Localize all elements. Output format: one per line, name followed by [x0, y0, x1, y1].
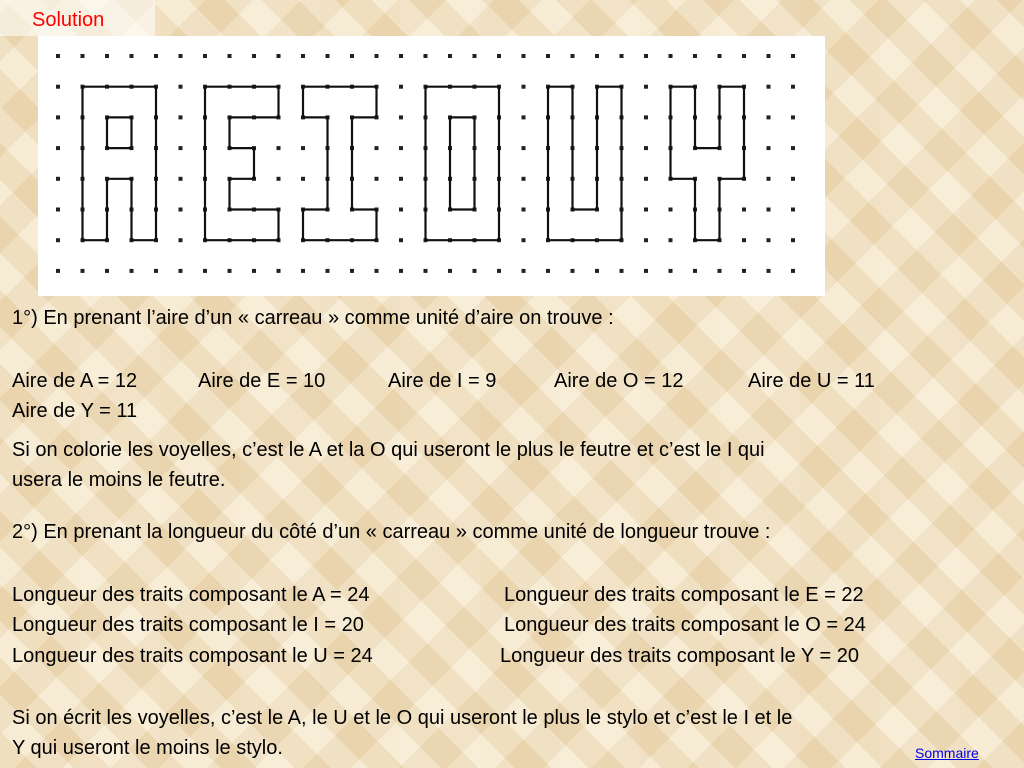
grid-dot — [522, 54, 526, 58]
grid-dot — [399, 115, 403, 119]
grid-dot — [326, 269, 330, 273]
grid-dot — [669, 54, 673, 58]
areas-line — [12, 366, 875, 396]
grid-dot — [791, 85, 795, 89]
grid-dot — [350, 269, 354, 273]
question-1-heading: 1°) En prenant l’aire d’un « carreau » comme unité d’aire on trouve : — [12, 307, 614, 329]
grid-dot — [399, 177, 403, 181]
grid-dot — [203, 269, 207, 273]
length-y: Longueur des traits composant le Y = 20 — [500, 645, 859, 667]
lengths-row-3 — [12, 641, 859, 671]
grid-dot — [399, 238, 403, 242]
grid-dot — [179, 146, 183, 150]
grid-dot — [767, 177, 771, 181]
grid-dot — [277, 269, 281, 273]
grid-dot — [693, 54, 697, 58]
grid-dot — [742, 269, 746, 273]
grid-dot — [644, 115, 648, 119]
grid-dot — [693, 269, 697, 273]
letter-o-hole — [450, 117, 475, 209]
grid-dot — [179, 177, 183, 181]
grid-dot — [571, 54, 575, 58]
grid-dot — [301, 177, 305, 181]
q2-conclusion-line1: Si on écrit les voyelles, c’est le A, le U et le O qui useront le plus le stylo et c’est le I et le — [12, 707, 793, 729]
grid-dot — [718, 269, 722, 273]
grid-dot — [497, 269, 501, 273]
grid-dot — [179, 85, 183, 89]
grid-dot — [791, 146, 795, 150]
grid-dot — [375, 146, 379, 150]
grid-dot — [522, 146, 526, 150]
grid-dot — [473, 54, 477, 58]
grid-dot — [644, 238, 648, 242]
grid-dot — [742, 238, 746, 242]
grid-dot — [56, 54, 60, 58]
grid-dot — [767, 238, 771, 242]
grid-dot — [644, 54, 648, 58]
grid-dot — [56, 146, 60, 150]
grid-dot — [791, 208, 795, 212]
lengths-row-2 — [12, 610, 866, 640]
grid-dot — [620, 54, 624, 58]
grid-dot — [179, 208, 183, 212]
grid-dot — [399, 146, 403, 150]
lengths-row-1 — [12, 580, 864, 610]
length-u: Longueur des traits composant le U = 24 — [12, 645, 373, 667]
grid-dot — [424, 269, 428, 273]
grid-dot — [767, 269, 771, 273]
grid-dot — [277, 54, 281, 58]
grid-dot — [179, 238, 183, 242]
grid-dot — [448, 54, 452, 58]
slide-title: Solution — [32, 9, 105, 31]
grid-dot — [595, 54, 599, 58]
grid-dot — [791, 238, 795, 242]
grid-dot — [130, 269, 134, 273]
grid-dot — [179, 269, 183, 273]
grid-dot — [767, 85, 771, 89]
dot-grid-drawing — [38, 36, 825, 296]
grid-dot — [767, 54, 771, 58]
area-i: Aire de I = 9 — [388, 370, 497, 392]
grid-dot — [791, 269, 795, 273]
grid-dot — [791, 177, 795, 181]
letter-a-outline — [83, 87, 157, 241]
grid-dot — [179, 54, 183, 58]
grid-dot — [56, 115, 60, 119]
grid-dot — [742, 54, 746, 58]
letter-o-outline — [426, 87, 500, 241]
grid-dot — [522, 269, 526, 273]
grid-dot — [669, 208, 673, 212]
grid-dot — [252, 54, 256, 58]
grid-dot — [644, 146, 648, 150]
letter-i-outline — [303, 87, 377, 241]
grid-dot — [105, 54, 109, 58]
grid-dot — [56, 177, 60, 181]
grid-dot — [81, 54, 85, 58]
grid-dot — [742, 208, 746, 212]
grid-dot — [301, 269, 305, 273]
letter-u-outline — [548, 87, 622, 241]
length-e: Longueur des traits composant le E = 22 — [504, 584, 864, 606]
grid-dot — [130, 54, 134, 58]
grid-dot — [277, 146, 281, 150]
grid-dot — [399, 208, 403, 212]
grid-dot — [399, 54, 403, 58]
letter-e-outline — [205, 87, 279, 241]
grid-dot — [571, 269, 575, 273]
grid-dot — [767, 208, 771, 212]
grid-dot — [252, 269, 256, 273]
grid-dot — [154, 54, 158, 58]
grid-dot — [179, 115, 183, 119]
grid-dot — [644, 85, 648, 89]
grid-dot — [791, 115, 795, 119]
grid-dot — [448, 269, 452, 273]
grid-dot — [644, 269, 648, 273]
grid-dot — [522, 208, 526, 212]
grid-dot — [56, 208, 60, 212]
grid-dot — [56, 238, 60, 242]
q1-conclusion-line2: usera le moins le feutre. — [12, 469, 226, 491]
title-box — [0, 0, 155, 36]
grid-dot — [350, 54, 354, 58]
grid-dot — [277, 177, 281, 181]
grid-dot — [522, 115, 526, 119]
grid-dot — [522, 85, 526, 89]
grid-dot — [301, 146, 305, 150]
grid-dot — [105, 269, 109, 273]
grid-dot — [56, 85, 60, 89]
grid-dot — [375, 269, 379, 273]
area-y: Aire de Y = 11 — [12, 400, 138, 422]
grid-dot — [620, 269, 624, 273]
grid-dot — [644, 177, 648, 181]
length-a: Longueur des traits composant le A = 24 — [12, 584, 370, 606]
grid-dot — [522, 238, 526, 242]
grid-dot — [228, 54, 232, 58]
grid-dot — [301, 54, 305, 58]
question-2-heading: 2°) En prenant la longueur du côté d’un « carreau » comme unité de longueur trouve : — [12, 521, 771, 543]
grid-dot — [595, 269, 599, 273]
area-u: Aire de U = 11 — [748, 370, 875, 392]
grid-dot — [399, 269, 403, 273]
grid-dot — [399, 85, 403, 89]
q1-conclusion-line1: Si on colorie les voyelles, c’est le A et la O qui useront le plus le feutre et c’est le I qui — [12, 439, 765, 461]
length-i: Longueur des traits composant le I = 20 — [12, 614, 364, 636]
grid-dot — [81, 269, 85, 273]
grid-dot — [228, 269, 232, 273]
grid-dot — [546, 269, 550, 273]
area-o: Aire de O = 12 — [554, 370, 684, 392]
grid-dot — [375, 54, 379, 58]
dot-grid-vowels-figure — [38, 36, 825, 296]
length-o: Longueur des traits composant le O = 24 — [504, 614, 866, 636]
grid-dot — [473, 269, 477, 273]
grid-dot — [56, 269, 60, 273]
area-a: Aire de A = 12 — [12, 370, 138, 392]
q2-conclusion-line2: Y qui useront le moins le stylo. — [12, 737, 283, 759]
area-e: Aire de E = 10 — [198, 370, 326, 392]
grid-dot — [791, 54, 795, 58]
letter-a-hole — [107, 117, 132, 148]
grid-dot — [669, 238, 673, 242]
grid-dot — [767, 146, 771, 150]
grid-dot — [718, 54, 722, 58]
grid-dot — [497, 54, 501, 58]
grid-dot — [203, 54, 207, 58]
grid-dot — [546, 54, 550, 58]
grid-dot — [424, 54, 428, 58]
grid-dot — [669, 269, 673, 273]
grid-dot — [767, 115, 771, 119]
grid-dot — [154, 269, 158, 273]
grid-dot — [326, 54, 330, 58]
grid-dot — [375, 177, 379, 181]
sommaire-link[interactable]: Sommaire — [915, 745, 979, 761]
grid-dot — [644, 208, 648, 212]
letter-y-outline — [671, 87, 745, 241]
grid-dot — [522, 177, 526, 181]
